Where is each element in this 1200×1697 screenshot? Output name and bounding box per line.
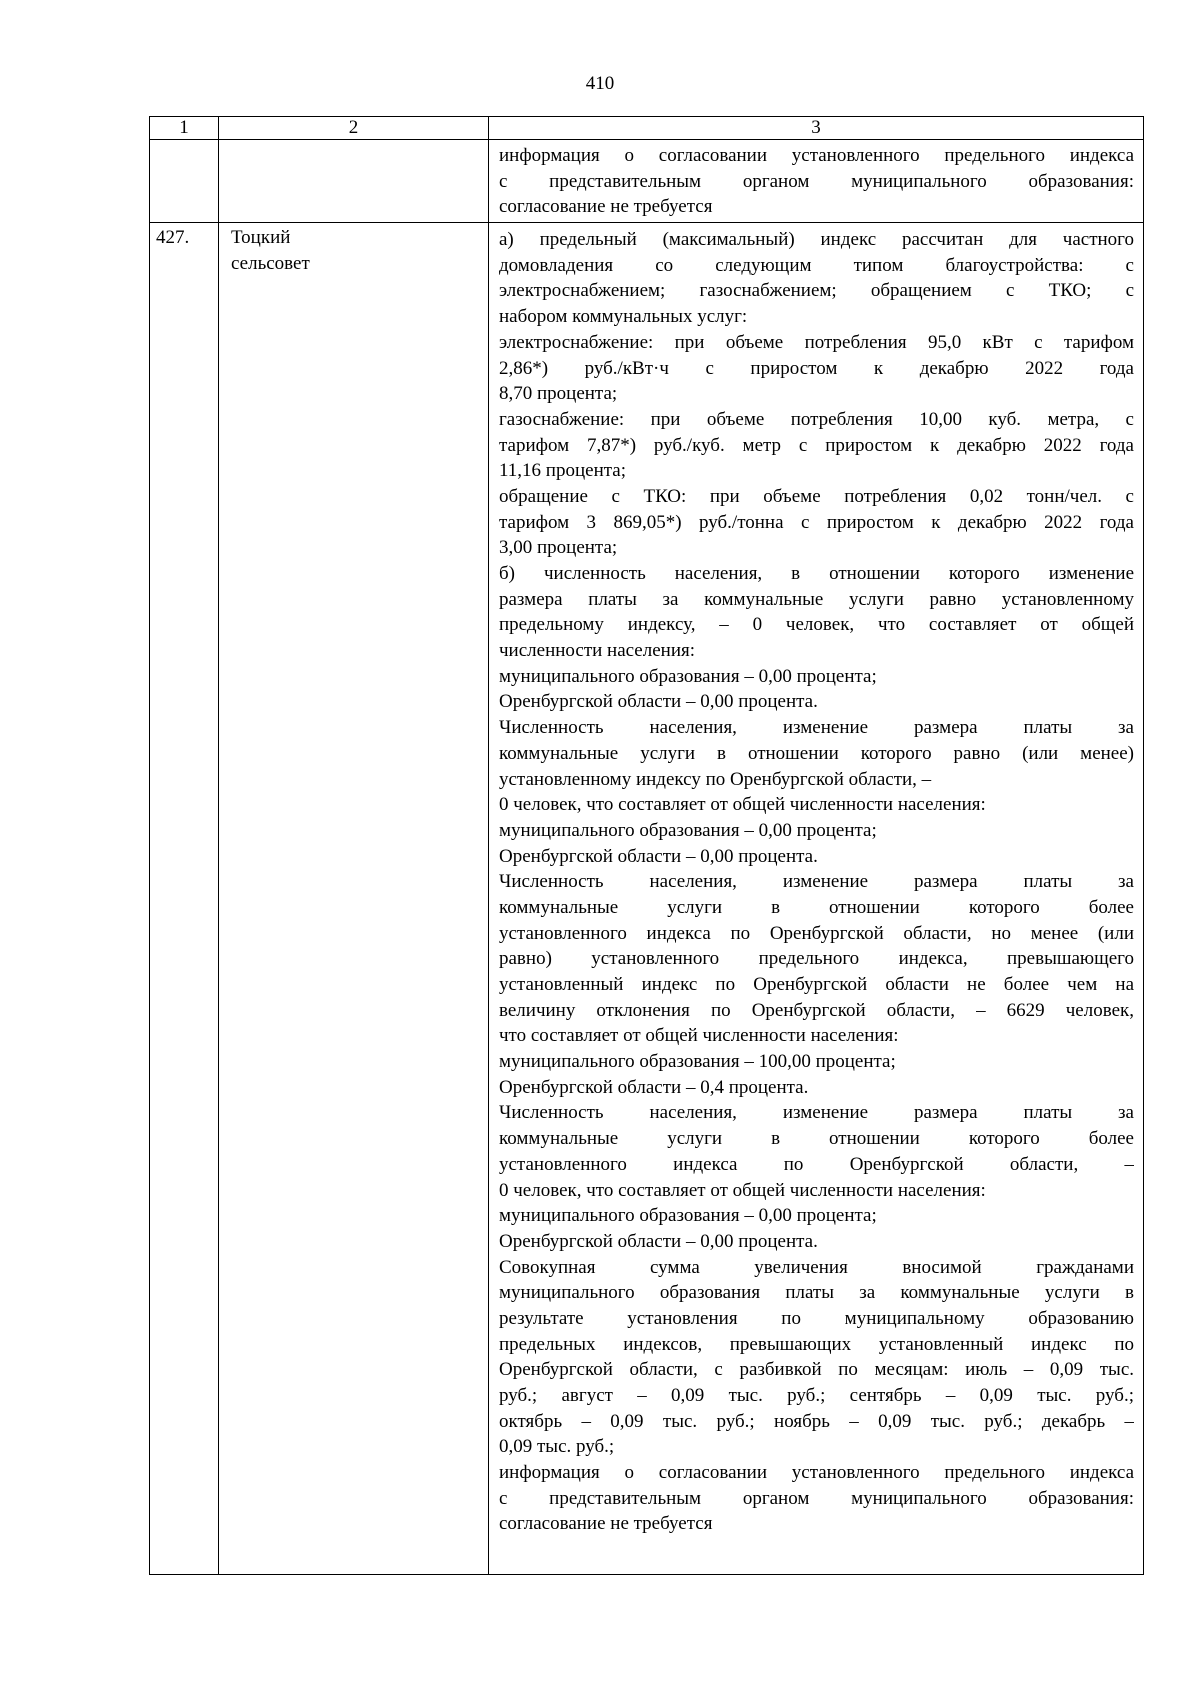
text-line: домовладения со следующим типом благоустройства: с bbox=[499, 254, 1134, 276]
text-line: предельному индексу, – 0 человек, что составляет от общей bbox=[499, 614, 1134, 636]
text-line: коммунальные услуги в отношении которого равно (или менее) bbox=[499, 742, 1134, 764]
text-line: с представительным органом муниципального образования: bbox=[499, 170, 1134, 192]
cell-number-empty bbox=[150, 140, 219, 223]
text-line: с представительным органом муниципального образования: bbox=[499, 1487, 1134, 1509]
column-header-2: 2 bbox=[219, 117, 489, 140]
text-line: Совокупная сумма увеличения вносимой гражданами bbox=[499, 1256, 1134, 1278]
text-line: Оренбургской области – 0,4 процента. bbox=[499, 1076, 809, 1098]
text-line: муниципального образования платы за коммунальные услуги в bbox=[499, 1282, 1134, 1304]
text-line: установленному индексу по Оренбургской области, – bbox=[499, 768, 932, 790]
text-line: коммунальные услуги в отношении которого более bbox=[499, 1128, 1134, 1150]
text-line: величину отклонения по Оренбургской области, – 6629 человек, bbox=[499, 999, 1134, 1021]
cell-description-continuation bbox=[489, 140, 1144, 223]
municipality-name bbox=[219, 223, 489, 1575]
text-line: равно) установленного предельного индекса, превышающего bbox=[499, 948, 1134, 970]
text-line: 0 человек, что составляет от общей численности населения: bbox=[499, 794, 986, 816]
text-line: тарифом 7,87*) руб./куб. метр с приростом к декабрю 2022 года bbox=[499, 434, 1134, 456]
text-line: Численность населения, изменение размера платы за bbox=[499, 717, 1134, 739]
text-line: информация о согласовании установленного предельного индекса bbox=[499, 1462, 1134, 1484]
row-number: 427. bbox=[150, 223, 219, 1575]
text-line: 0 человек, что составляет от общей численности населения: bbox=[499, 1179, 986, 1201]
table-header-row bbox=[150, 117, 1144, 140]
text-line: муниципального образования – 0,00 процента; bbox=[499, 1205, 877, 1227]
text-line: а) предельный (максимальный) индекс рассчитан для частного bbox=[499, 229, 1134, 251]
text-line: газоснабжение: при объеме потребления 10,00 куб. метра, с bbox=[499, 408, 1134, 430]
text-line: муниципального образования – 0,00 процента; bbox=[499, 665, 877, 687]
text-line: электроснабжением; газоснабжением; обращением с ТКО; с bbox=[499, 280, 1134, 302]
text-line: установленного индекса по Оренбургской области, – bbox=[499, 1153, 1134, 1175]
municipality-name-line-1: Тоцкий bbox=[231, 227, 291, 249]
column-header-3: 3 bbox=[489, 117, 1144, 140]
text-line: коммунальные услуги в отношении которого более bbox=[499, 896, 1134, 918]
text-line: Численность населения, изменение размера платы за bbox=[499, 871, 1134, 893]
text-line: набором коммунальных услуг: bbox=[499, 306, 748, 328]
cell-name-empty bbox=[219, 140, 489, 223]
text-line: Оренбургской области – 0,00 процента. bbox=[499, 1230, 818, 1252]
municipality-name-line-2: сельсовет bbox=[231, 252, 310, 274]
table-row-continuation bbox=[150, 140, 1144, 223]
text-line: тарифом 3 869,05*) руб./тонна с приростом к декабрю 2022 года bbox=[499, 511, 1134, 533]
text-line: численности населения: bbox=[499, 640, 696, 662]
text-line: Численность населения, изменение размера платы за bbox=[499, 1102, 1134, 1124]
text-line: 11,16 процента; bbox=[499, 460, 626, 482]
text-line: результате установления по муниципальному образованию bbox=[499, 1307, 1134, 1329]
text-line: б) численность населения, в отношении которого изменение bbox=[499, 563, 1134, 584]
text-line: октябрь – 0,09 тыс. руб.; ноябрь – 0,09 тыс. руб.; декабрь – bbox=[499, 1410, 1134, 1432]
text-line: размера платы за коммунальные услуги равно установленному bbox=[499, 588, 1134, 610]
column-header-1: 1 bbox=[150, 117, 219, 140]
text-line: Оренбургской области – 0,00 процента. bbox=[499, 845, 818, 867]
text-line: 2,86*) руб./кВт·ч с приростом к декабрю 2022 года bbox=[499, 357, 1134, 379]
text-line: что составляет от общей численности населения: bbox=[499, 1025, 899, 1047]
document-table bbox=[149, 116, 1144, 1575]
text-line: 0,09 тыс. руб.; bbox=[499, 1436, 615, 1458]
text-line: информация о согласовании установленного предельного индекса bbox=[499, 145, 1134, 166]
text-line: 3,00 процента; bbox=[499, 537, 618, 559]
text-line: установленный индекс по Оренбургской области не более чем на bbox=[499, 974, 1134, 995]
text-line: обращение с ТКО: при объеме потребления 0,02 тонн/чел. с bbox=[499, 485, 1134, 507]
page-number: 410 bbox=[585, 73, 615, 94]
text-line: руб.; август – 0,09 тыс. руб.; сентябрь – 0,09 тыс. руб.; bbox=[499, 1385, 1134, 1406]
text-line: Оренбургской области – 0,00 процента. bbox=[499, 691, 818, 713]
text-line: установленного индекса по Оренбургской области, но менее (или bbox=[499, 922, 1134, 944]
text-line: согласование не требуется bbox=[499, 196, 713, 218]
text-line: согласование не требуется bbox=[499, 1513, 713, 1535]
text-line: 8,70 процента; bbox=[499, 383, 618, 405]
text-line: предельных индексов, превышающих установленный индекс по bbox=[499, 1333, 1134, 1355]
text-line: муниципального образования – 100,00 процента; bbox=[499, 1051, 896, 1073]
text-line: Оренбургской области, с разбивкой по месяцам: июль – 0,09 тыс. bbox=[499, 1359, 1134, 1381]
text-line: электроснабжение: при объеме потребления 95,0 кВт с тарифом bbox=[499, 331, 1134, 353]
cell-description bbox=[489, 223, 1144, 1575]
table-row-427 bbox=[150, 223, 1144, 1575]
text-line: муниципального образования – 0,00 процента; bbox=[499, 819, 877, 841]
